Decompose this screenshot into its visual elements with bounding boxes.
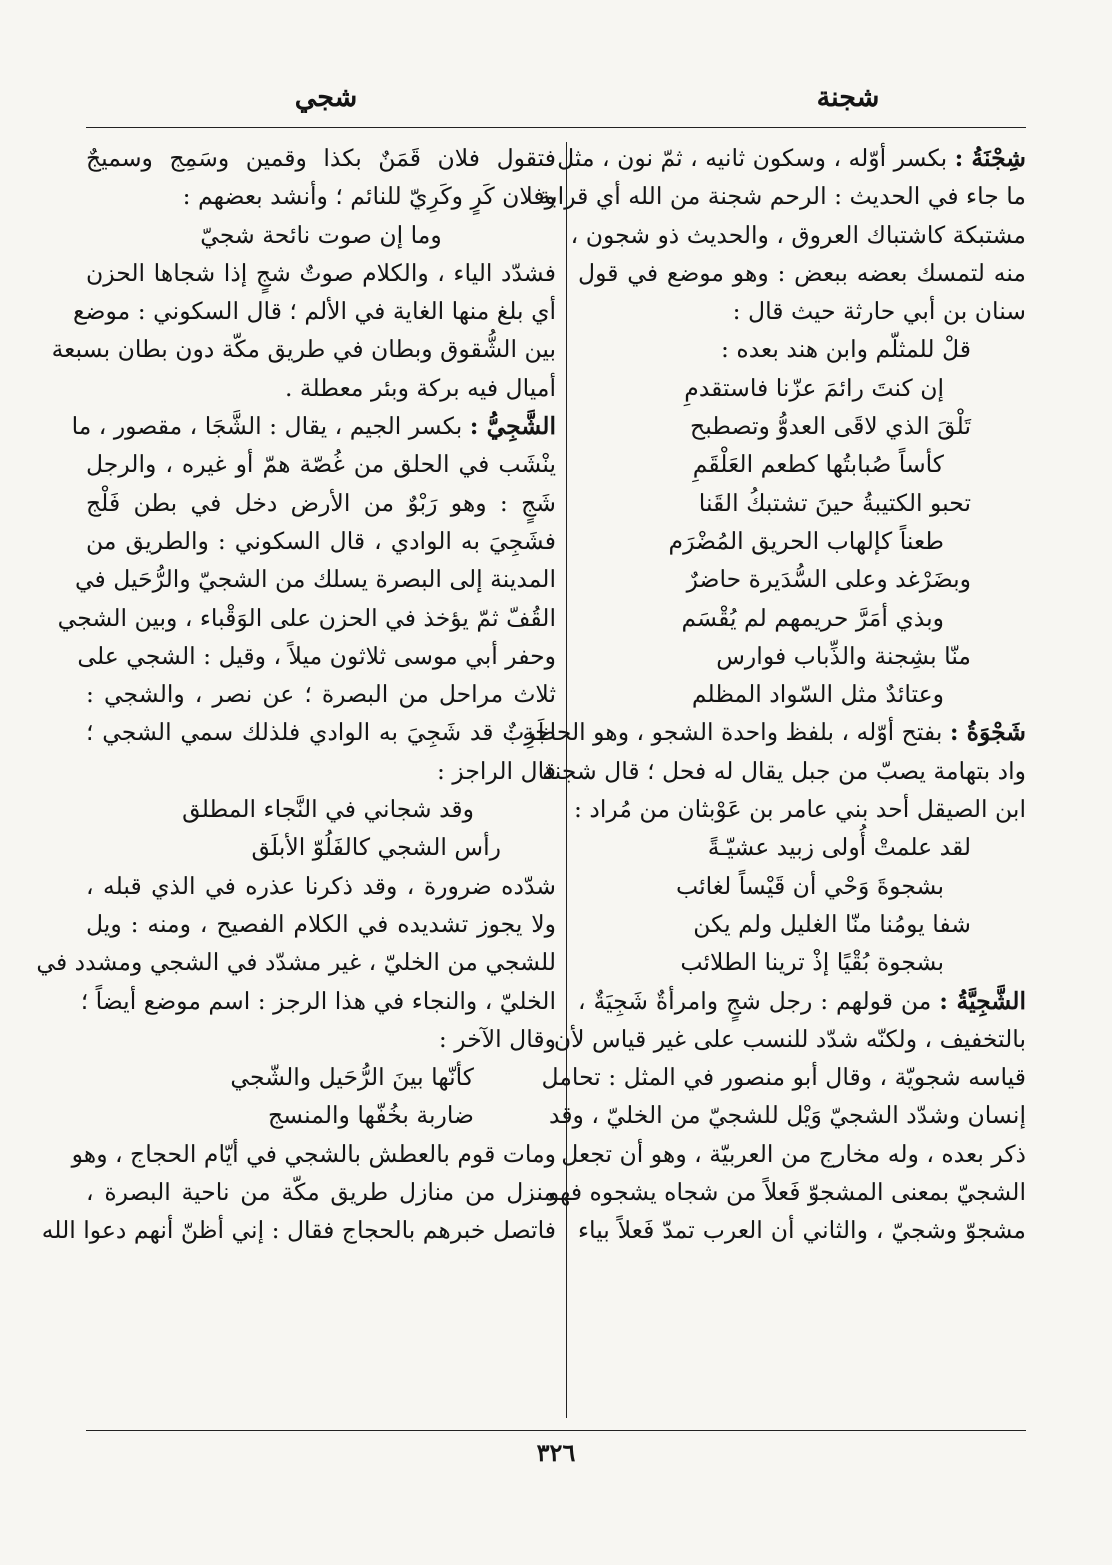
text-line	[86, 445, 556, 483]
line-text: إنسان وشدّد الشجيّ وَيْل للشجيّ من الخليّ ، وقد	[548, 1101, 1026, 1130]
text-line	[80, 982, 556, 1020]
line-text: قياسه شجويّة ، وقال أبو منصور في المثل : تحامل	[541, 1063, 1026, 1092]
text-line	[578, 254, 1026, 292]
verse-line	[578, 522, 1026, 560]
line-text: وبذي أمَرَّ حريمهم لم يُقْسَم	[681, 603, 944, 632]
text-line	[574, 790, 1026, 828]
text-line	[86, 369, 556, 407]
text-line	[578, 292, 1026, 330]
text-line	[86, 1020, 556, 1058]
line-text: بكسر الجيم ، يقال : الشَّجَا ، مقصور ، ما	[71, 412, 470, 441]
line-text: بشجوةَ وَحْي أن قَيْساً لغائب	[676, 871, 944, 900]
line-text: فتقول فلان قَمَنٌ بكذا وقمين وسَمِج وسميجٌ	[86, 144, 556, 172]
text-line	[541, 1058, 1026, 1096]
line-text: أميال فيه بركة وبئر معطلة .	[284, 373, 556, 402]
line-text: ثلاث مراحل من البصرة ؛ عن نصر ، والشجي :	[86, 680, 556, 709]
text-line	[86, 713, 556, 751]
line-text: تَلْقَ الذي لاقَى العدوُّ وتصطبح	[690, 412, 971, 441]
verse-line	[578, 675, 1026, 713]
line-text: شدّده ضرورة ، وقد ذكرنا عذره في الذي قبله ،	[86, 871, 556, 900]
text-line	[542, 752, 1026, 790]
right-column	[507, 139, 1026, 1250]
line-text: قلْ للمثلّم وابن هند بعده :	[721, 335, 971, 364]
text-line	[86, 752, 556, 790]
verse-line	[86, 1058, 556, 1096]
text-line	[86, 139, 556, 177]
line-text: من قولهم : رجل شجٍ وامرأةٌ شَجِيَةٌ ،	[578, 986, 940, 1015]
line-text: منه لتمسك بعضه ببعض : وهو موضع في قول	[578, 258, 1026, 287]
line-text: بكسر أوّله ، وسكون ثانيه ، ثمّ نون ، مثل	[557, 144, 955, 172]
line-text: أي بلغ منها الغاية في الألم ؛ قال السكوني : موضع	[73, 297, 556, 326]
entry-headword: الشَّجِيُّ :	[469, 412, 556, 441]
line-text: ذكر بعده ، وله مخارج من العربيّة ، وهو أن تجعل	[561, 1139, 1026, 1168]
line-text: تحبو الكتيبةُ حينَ تشتبكُ القَنا	[698, 488, 971, 517]
line-text: ضاربة بخُفّها والمنسج	[268, 1101, 474, 1130]
line-text: إن كنتَ رائمَ عزّنا فاستقدمِ	[684, 373, 944, 402]
page-number: ٣٢٦	[536, 1438, 576, 1467]
line-text: كأساً صُبابتُها كطعم العَلْقَمِ	[692, 450, 944, 479]
text-line	[86, 254, 556, 292]
line-text: مشتبكة كاشتباك العروق ، والحديث ذو شجون ،	[570, 220, 1026, 249]
text-line	[86, 675, 556, 713]
text-line	[86, 1173, 556, 1211]
text-line	[570, 216, 1026, 254]
text-line	[73, 292, 556, 330]
line-text: مشجوّ وشجيّ ، والثاني أن العرب تمدّ فَعلاً بياء	[578, 1216, 1026, 1245]
line-text: ظَرِبٌ قد شَجِيَ به الوادي فلذلك سمي الشجي ؛	[86, 718, 556, 747]
line-text: شَجٍ : وهو رَبْوٌ من الأرض دخل في بطن فَلْج	[86, 488, 556, 517]
text-line	[86, 216, 556, 254]
verse-line	[86, 1096, 556, 1134]
footer-rule	[86, 1430, 1026, 1431]
text-line	[86, 484, 556, 522]
text-line	[36, 943, 556, 981]
text-line	[578, 982, 1026, 1020]
entry-headword: شِجْنَةُ :	[954, 144, 1026, 172]
line-text: رأس الشجي كالفَلُوّ الأبلَق	[251, 833, 501, 862]
line-text: فشدّد الياء ، والكلام صوتٌ شجٍ إذا شجاها الحزن	[86, 258, 556, 287]
running-header-right: شجنة	[816, 82, 880, 113]
line-text: كأنّها بينَ الرُّحَيل والشّجي	[230, 1063, 474, 1092]
line-text: وقد شجاني في النَّجاء المطلق	[182, 795, 474, 824]
verse-line	[578, 560, 1026, 598]
line-text: ومات قوم بالعطش بالشجي في أيّام الحجاج ، وهو	[71, 1139, 556, 1168]
line-text: وبضَرْغد وعلى السُّدَيرة حاضرٌ	[686, 565, 971, 594]
verse-line	[578, 599, 1026, 637]
line-text: ينْشَب في الحلق من غُصّة همّ أو غيره ، والرجل	[86, 450, 556, 479]
entry-headword: الشَّجِيَّةُ :	[939, 986, 1026, 1015]
text-line	[51, 330, 556, 368]
line-text: الشجيّ بمعنى المشجوّ فَعلاً من شجاه يشجوه فهو	[547, 1178, 1026, 1207]
verse-line	[578, 943, 1026, 981]
line-text: ما جاء في الحديث : الرحم شجنة من الله أي قرابة	[538, 182, 1026, 211]
text-line	[77, 637, 556, 675]
verse-line	[86, 790, 556, 828]
verse-line	[578, 445, 1026, 483]
line-text: فشَجِيَ به الوادي ، قال السكوني : والطريق من	[86, 526, 556, 555]
line-text: منزل من منازل طريق مكّة من ناحية البصرة ،	[86, 1178, 556, 1207]
text-line	[86, 177, 556, 215]
text-line	[507, 713, 1026, 751]
text-line	[41, 1211, 556, 1249]
text-line	[561, 1135, 1026, 1173]
text-line	[553, 1020, 1026, 1058]
verse-line	[578, 905, 1026, 943]
text-line	[578, 1211, 1026, 1249]
line-text: طعناً كإلهاب الحريق المُضْرَم	[668, 526, 944, 555]
line-text: المدينة إلى البصرة يسلك من الشجيّ والرُّحَيل في	[74, 565, 556, 594]
verse-line	[578, 484, 1026, 522]
line-text: بين الشُّقوق وبطان في طريق مكّة دون بطان بسبعة	[51, 335, 556, 364]
text-line	[548, 1096, 1026, 1134]
text-line	[557, 139, 1026, 177]
text-line	[547, 1173, 1026, 1211]
line-text: واد بتهامة يصبّ من جبل يقال له فحل ؛ قال شجنة	[542, 756, 1026, 785]
line-text: لقد علمتْ أُولى زبيد عشيّـةً	[707, 833, 971, 862]
text-line	[86, 522, 556, 560]
running-header-left: شجي	[294, 82, 358, 113]
line-text: بالتخفيف ، ولكنّه شدّد للنسب على غير قياس لأن	[553, 1024, 1026, 1053]
text-line	[74, 560, 556, 598]
entry-headword: شَجْوَةُ :	[949, 718, 1026, 747]
line-text: ولا يجوز تشديده في الكلام الفصيح ، ومنه : ويل	[86, 909, 556, 938]
line-text: وحفر أبي موسى ثلاثون ميلاً ، وقيل : الشجي على	[77, 641, 556, 670]
line-text: بشجوة بُقْيًا إذْ ترينا الطلائب	[680, 948, 944, 977]
line-text: الخليّ ، والنجاء في هذا الرجز : اسم موضع أيضاً ؛	[80, 986, 556, 1015]
verse-line	[578, 867, 1026, 905]
text-line	[538, 177, 1026, 215]
line-text: فاتصل خبرهم بالحجاج فقال : إني أظنّ أنهم دعوا الله	[41, 1216, 556, 1245]
line-text: شفا يومُنا منّا الغليل ولم يكن	[693, 909, 971, 938]
line-text: وفلان كَرٍ وكَرِيّ للنائم ؛ وأنشد بعضهم :	[182, 182, 556, 211]
verse-line	[578, 828, 1026, 866]
line-text: منّا بشِجنة والذِّباب فوارس	[716, 641, 971, 670]
line-text: بفتح أوّله ، بلفظ واحدة الشجو ، وهو الحاجة :	[507, 718, 950, 747]
text-line	[71, 1135, 556, 1173]
header-rule	[86, 127, 1026, 128]
line-text: للشجي من الخليّ ، غير مشدّد في الشجي ومشدد في	[36, 948, 556, 977]
verse-line	[578, 637, 1026, 675]
left-column	[36, 139, 556, 1250]
text-line	[86, 905, 556, 943]
text-line	[57, 599, 556, 637]
verse-line	[86, 828, 556, 866]
verse-line	[578, 330, 1026, 368]
verse-line	[578, 407, 1026, 445]
line-text: وقال الآخر :	[438, 1024, 556, 1053]
text-line	[71, 407, 556, 445]
line-text: ابن الصيقل أحد بني عامر بن عَوْبثان من مُراد :	[574, 795, 1026, 824]
line-text: وما إن صوت نائحة شجيّ	[200, 220, 442, 249]
line-text: القُفّ ثمّ يؤخذ في الحزن على الوَقْباء ، وبين الشجي	[57, 603, 556, 632]
line-text: وعتائدٌ مثل السّواد المظلم	[691, 680, 944, 709]
line-text: سنان بن أبي حارثة حيث قال :	[732, 297, 1026, 326]
line-text: قال الراجز :	[436, 756, 556, 785]
text-line	[86, 867, 556, 905]
verse-line	[578, 369, 1026, 407]
